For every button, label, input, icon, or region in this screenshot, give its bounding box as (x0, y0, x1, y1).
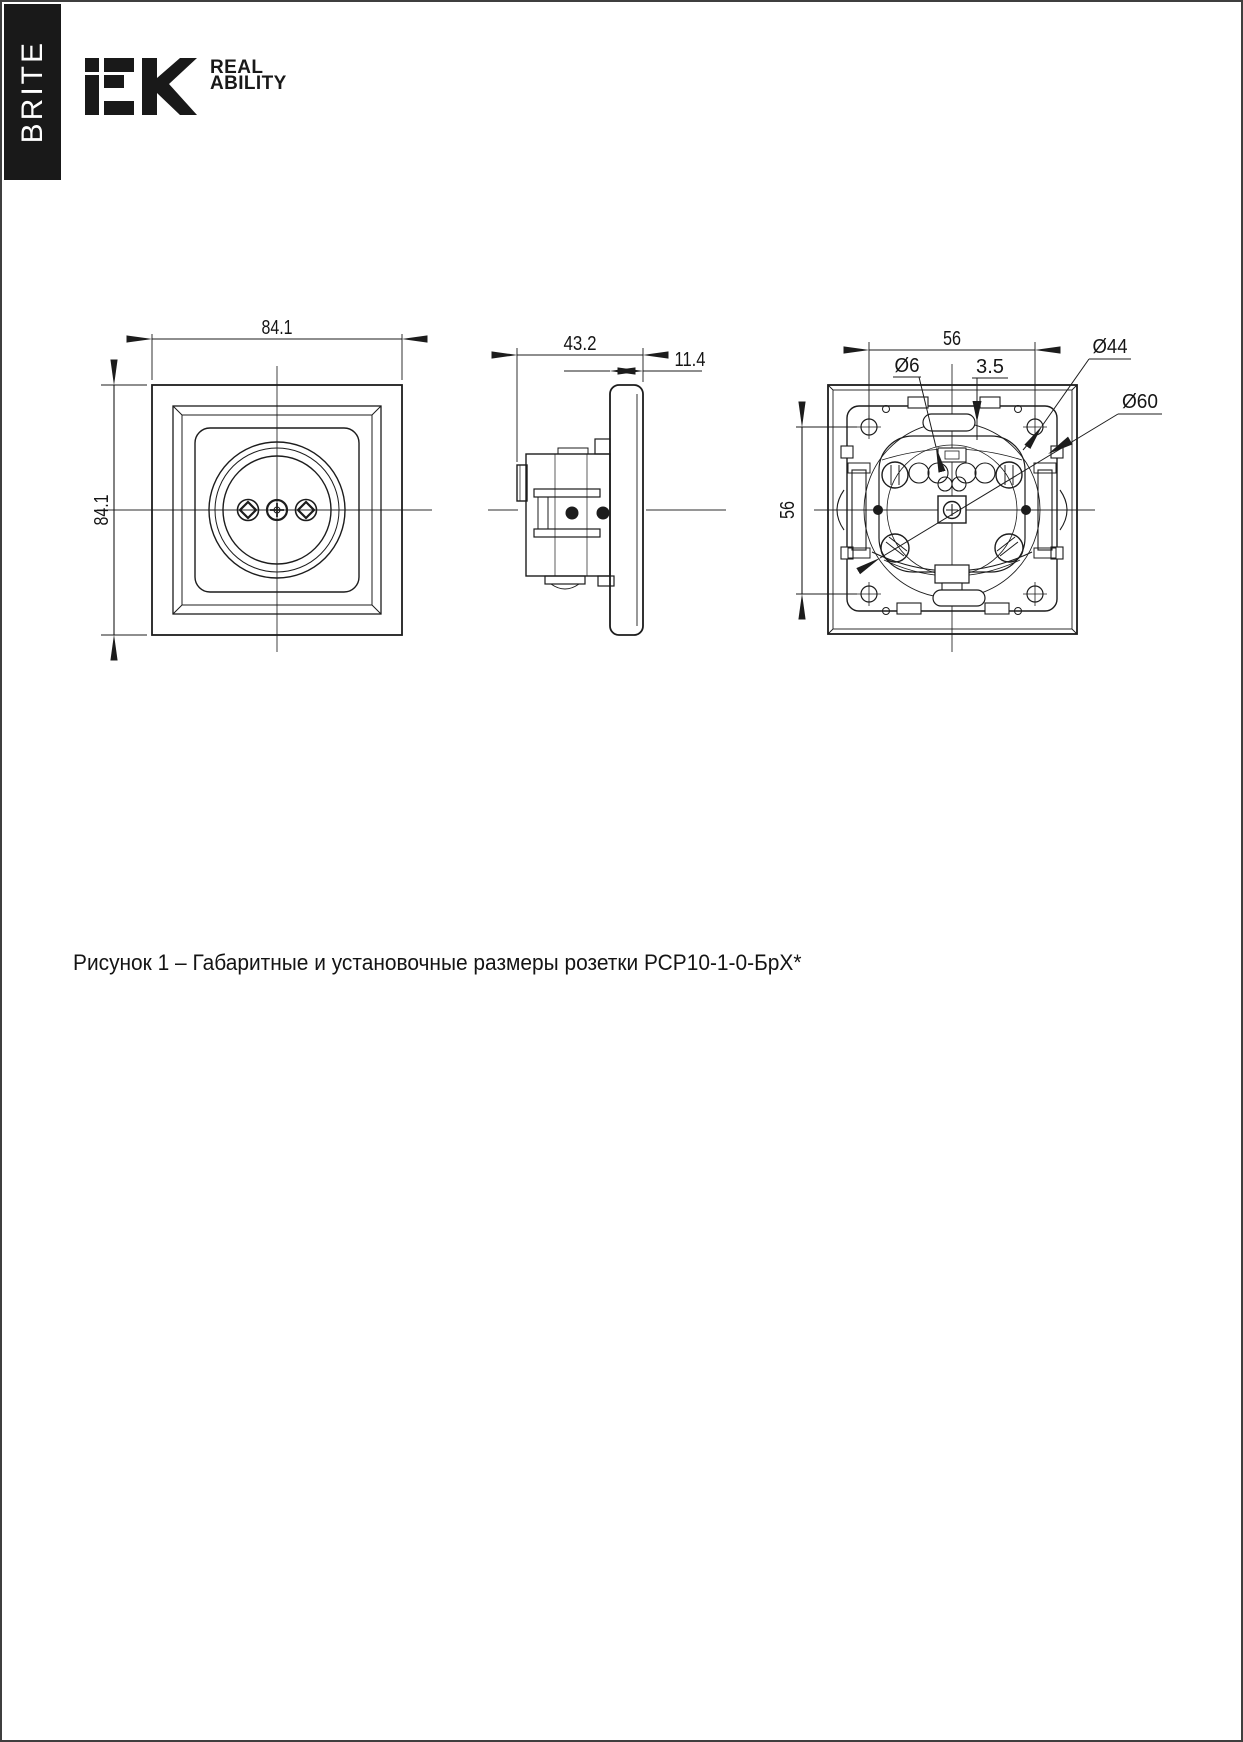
cable-entry-top (923, 414, 975, 431)
iek-tagline (210, 57, 287, 94)
side-cover-plate (610, 385, 643, 635)
iek-tagline-line2: ABILITY (210, 73, 287, 94)
claw-left (837, 463, 883, 558)
dim-rear-spacing-horizontal: 56 (943, 328, 961, 350)
rear-center-screw (938, 496, 966, 523)
technical-drawing (2, 272, 1243, 692)
rear-view (777, 328, 1162, 652)
side-view (488, 333, 726, 635)
side-mechanism (517, 439, 614, 589)
brite-series-label: BRITE (15, 40, 49, 144)
dim-rear-dia-box: Ø60 (1122, 391, 1158, 413)
dim-front-height: 84.1 (91, 486, 113, 526)
iek-tagline-line1: REAL (210, 57, 264, 78)
dim-rear-spacing-vertical: 56 (777, 496, 799, 519)
dim-side-protrusion: 11.4 (674, 349, 706, 371)
center-screw (267, 500, 287, 520)
dim-rear-screw-hole: Ø6 (894, 355, 920, 377)
brite-series-tab (4, 4, 61, 180)
claw-right (1021, 463, 1067, 558)
iek-logo-mark (85, 58, 197, 116)
dim-rear-offset: 3.5 (976, 356, 1004, 378)
figure-caption: Рисунок 1 – Габаритные и установочные размеры розетки РСР10-1-0-БрХ* (73, 950, 802, 975)
dim-rear-dia-claws: Ø44 (1092, 336, 1128, 358)
front-view (91, 317, 432, 652)
dim-front-width: 84.1 (261, 317, 293, 339)
dim-side-depth: 43.2 (563, 333, 597, 355)
cable-entry-bottom (933, 590, 985, 606)
iek-logo (85, 58, 197, 116)
